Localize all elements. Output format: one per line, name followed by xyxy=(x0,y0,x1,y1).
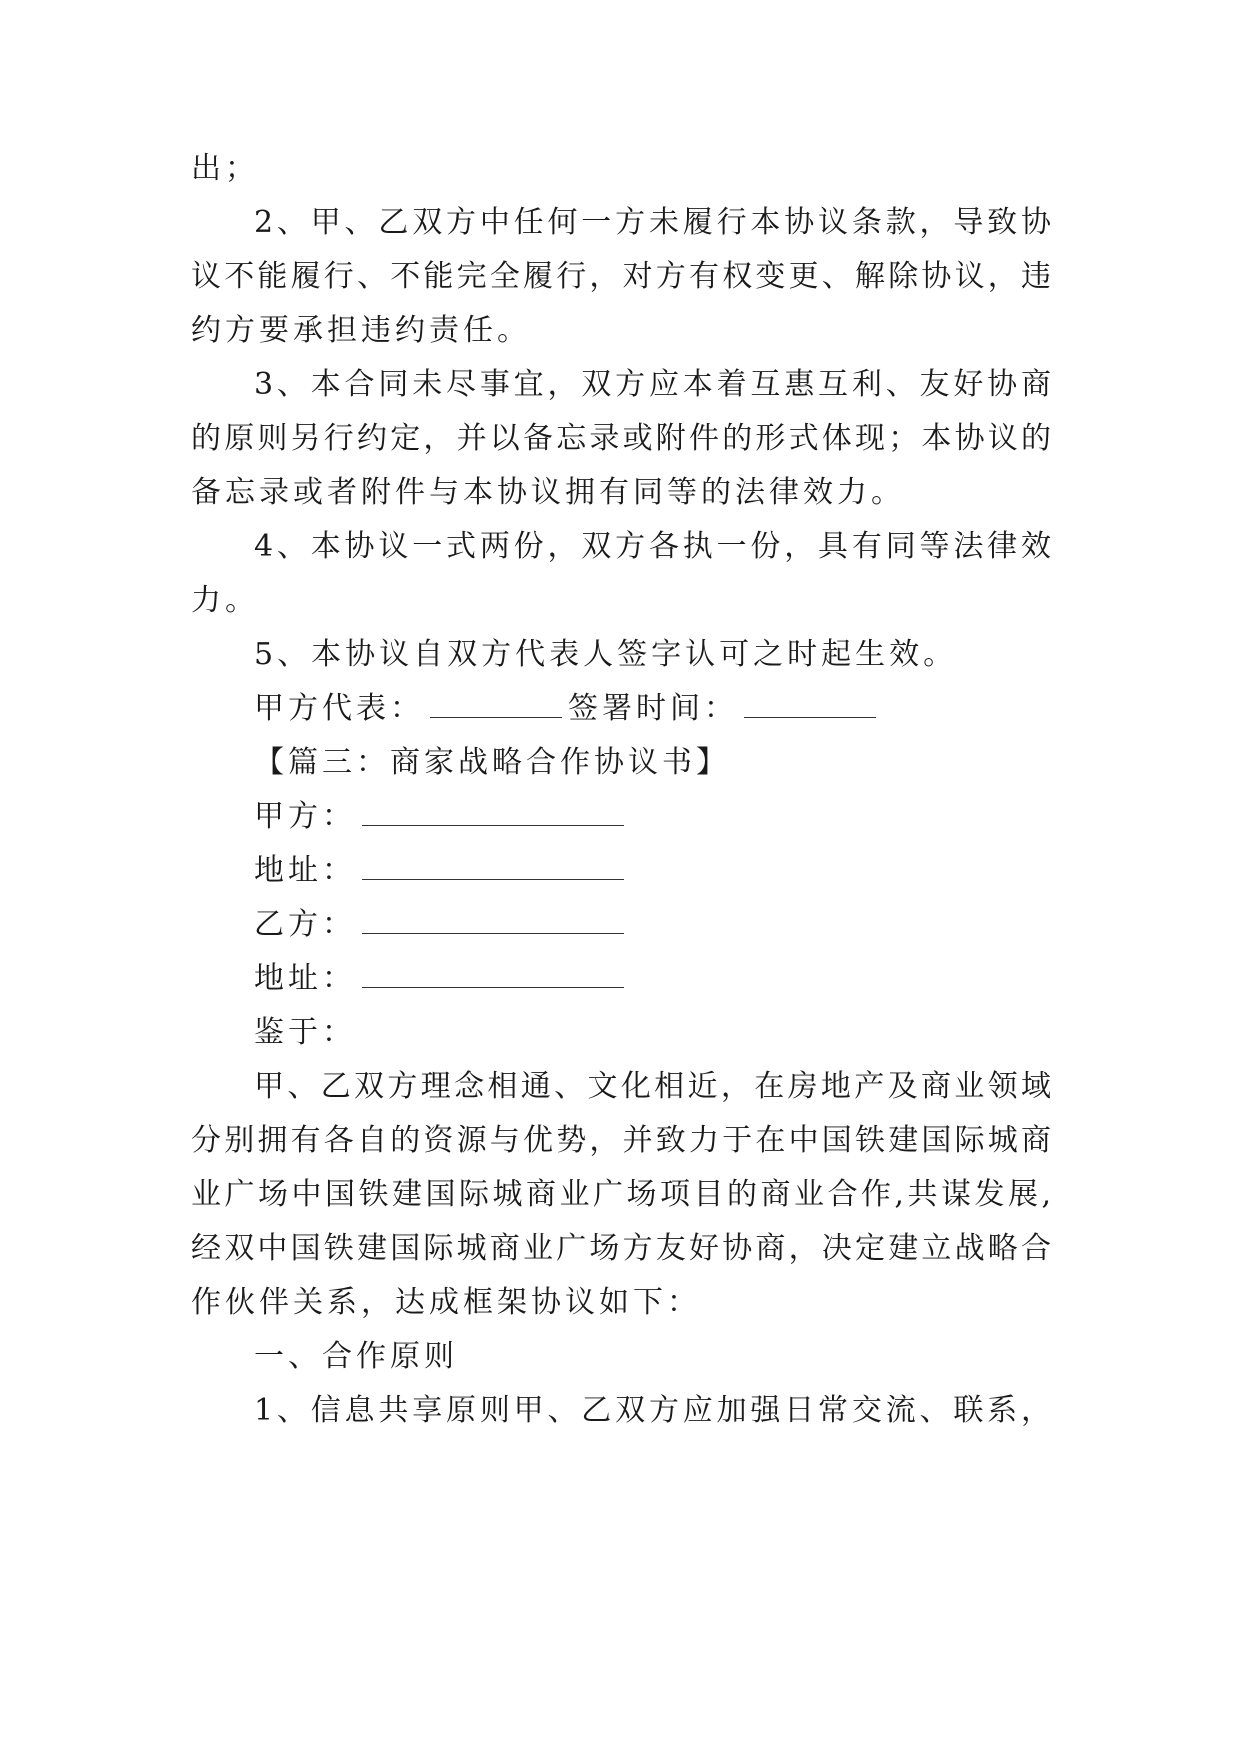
field-label: 地址： xyxy=(254,853,356,888)
text-line: 2、甲、乙双方中任何一方未履行本协议条款，导致协 xyxy=(254,205,1051,240)
text-line: 1、信息共享原则甲、乙双方应加强日常交流、联系， xyxy=(254,1393,1051,1428)
sign-time-label: 签署时间： xyxy=(568,691,738,726)
text-line: 作伙伴关系，达成框架协议如下： xyxy=(191,1285,701,1320)
field-address-a xyxy=(254,842,1114,900)
text-line: 约方要承担违约责任。 xyxy=(191,313,531,348)
text-line: 4、本协议一式两份，双方各执一份，具有同等法律效 xyxy=(254,529,1051,564)
text-line: 力。 xyxy=(191,583,259,618)
representative-label: 甲方代表： xyxy=(254,691,424,726)
address-b-blank[interactable] xyxy=(362,957,624,988)
representative-blank[interactable] xyxy=(430,687,562,718)
field-address-b xyxy=(254,950,1114,1008)
text-line: 分别拥有各自的资源与优势，并致力于在中国铁建国际城商 xyxy=(191,1123,1051,1158)
text-line: 出； xyxy=(191,151,259,186)
field-label: 地址： xyxy=(254,961,356,996)
party-b-blank[interactable] xyxy=(362,903,624,934)
sign-time-blank[interactable] xyxy=(744,687,876,718)
party-a-blank[interactable] xyxy=(362,795,624,826)
address-a-blank[interactable] xyxy=(362,849,624,880)
text-line: 5、本协议自双方代表人签字认可之时起生效。 xyxy=(254,637,958,672)
field-party-b xyxy=(254,896,1114,954)
section-title: 【篇三：商家战略合作协议书】 xyxy=(254,745,730,780)
text-line: 备忘录或者附件与本协议拥有同等的法律效力。 xyxy=(191,475,905,510)
text-line: 的原则另行约定，并以备忘录或附件的形式体现；本协议的 xyxy=(191,421,1051,456)
text-line: 甲、乙双方理念相通、文化相近，在房地产及商业领域 xyxy=(254,1069,1051,1104)
field-party-a xyxy=(254,788,1114,846)
text-line: 经双中国铁建国际城商业广场方友好协商，决定建立战略合 xyxy=(191,1231,1051,1266)
signature-line xyxy=(254,680,1114,738)
text-line: 业广场中国铁建国际城商业广场项目的商业合作,共谋发展, xyxy=(191,1177,1051,1212)
field-label: 甲方： xyxy=(254,799,356,834)
whereas-label: 鉴于： xyxy=(254,1015,356,1050)
text-line: 3、本合同未尽事宜，双方应本着互惠互利、友好协商 xyxy=(254,367,1051,402)
field-label: 乙方： xyxy=(254,907,356,942)
heading-cooperation-principles: 一、合作原则 xyxy=(254,1339,458,1374)
text-line: 议不能履行、不能完全履行，对方有权变更、解除协议，违 xyxy=(191,259,1051,294)
